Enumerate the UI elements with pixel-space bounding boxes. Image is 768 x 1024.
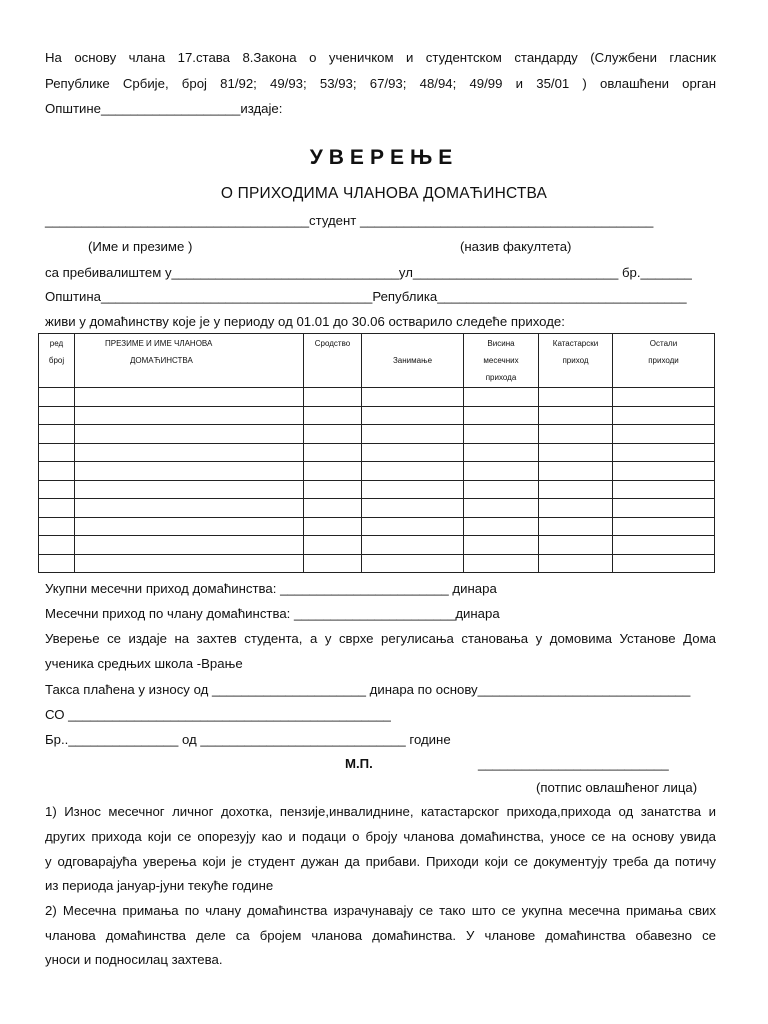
table-cell[interactable]: [304, 480, 362, 499]
table-cell[interactable]: [39, 443, 75, 462]
header-monthly-line3: прихода: [485, 373, 517, 382]
signature-line: __________________________: [478, 756, 669, 771]
table-cell[interactable]: [613, 554, 715, 573]
table-cell[interactable]: [362, 554, 464, 573]
table-cell[interactable]: [539, 517, 613, 536]
note1-line-1: 1) Износ месечног личног дохотка, пензије,инвалиднине, катастарског прихода,прихода од занатства и: [45, 804, 716, 819]
table-row: [39, 517, 715, 536]
note1-line-3: у одговарајућа уверења који је студент дужан да прибави. Приходи који се документују треба да потичу: [45, 854, 716, 869]
table-row: [39, 462, 715, 481]
table-cell[interactable]: [304, 554, 362, 573]
table-cell[interactable]: [39, 517, 75, 536]
table-cell[interactable]: [75, 536, 304, 555]
table-cell[interactable]: [464, 499, 539, 518]
table-cell[interactable]: [362, 388, 464, 407]
header-ordinal-line2: број: [48, 356, 65, 365]
table-row: [39, 536, 715, 555]
intro-line-1: На основу члана 17.става 8.Закона о ученичком и студентском стандарду (Службени гласник: [45, 50, 716, 65]
table-cell[interactable]: [362, 517, 464, 536]
table-cell[interactable]: [464, 443, 539, 462]
table-row: [39, 406, 715, 425]
table-cell[interactable]: [39, 499, 75, 518]
header-occupation: [362, 334, 464, 388]
table-cell[interactable]: [362, 462, 464, 481]
table-cell[interactable]: [304, 517, 362, 536]
header-cadastral-line2: приход: [562, 356, 589, 365]
table-cell[interactable]: [613, 536, 715, 555]
table-cell[interactable]: [539, 480, 613, 499]
table-row: [39, 388, 715, 407]
intro-line-3: Општине___________________издаје:: [45, 101, 283, 116]
table-cell[interactable]: [613, 480, 715, 499]
table-cell[interactable]: [304, 536, 362, 555]
table-cell[interactable]: [539, 443, 613, 462]
header-member-name: [75, 334, 304, 388]
table-cell[interactable]: [464, 462, 539, 481]
table-cell[interactable]: [304, 425, 362, 444]
header-member-line1: ПРЕЗИМЕ И ИМЕ ЧЛАНОВА: [105, 339, 213, 348]
table-cell[interactable]: [75, 388, 304, 407]
note2-line-3: уноси и подносилац захтева.: [45, 952, 223, 967]
table-cell[interactable]: [613, 462, 715, 481]
header-member-line2: ДОМАЋИНСТВА: [130, 356, 193, 365]
municipality-line: Општина_____________________________________Република__________________________________: [45, 289, 687, 304]
table-cell[interactable]: [39, 480, 75, 499]
note1-line-4: из периода јануар-јуни текуће године: [45, 878, 274, 893]
table-cell[interactable]: [613, 443, 715, 462]
header-other-line1: Остали: [649, 339, 678, 348]
table-cell[interactable]: [464, 425, 539, 444]
table-cell[interactable]: [362, 499, 464, 518]
table-cell[interactable]: [362, 536, 464, 555]
table-cell[interactable]: [464, 406, 539, 425]
header-ordinal-line1: ред: [49, 339, 64, 348]
table-cell[interactable]: [464, 388, 539, 407]
table-cell[interactable]: [613, 425, 715, 444]
table-cell[interactable]: [75, 443, 304, 462]
header-cadastral-income: [539, 334, 613, 388]
table-cell[interactable]: [613, 388, 715, 407]
table-cell[interactable]: [362, 406, 464, 425]
per-member-income-line: Месечни приход по члану домаћинства: ______________________динара: [45, 606, 500, 621]
table-cell[interactable]: [39, 462, 75, 481]
table-cell[interactable]: [75, 480, 304, 499]
faculty-caption: (назив факултета): [460, 239, 572, 254]
table-row: [39, 425, 715, 444]
document-subtitle: О ПРИХОДИМА ЧЛАНОВА ДОМАЋИНСТВА: [220, 185, 548, 202]
residence-line: са пребивалиштем у_______________________________ул____________________________ бр._______: [45, 265, 692, 280]
table-cell[interactable]: [304, 499, 362, 518]
table-cell[interactable]: [75, 517, 304, 536]
note1-line-2: других прихода који се опорезују као и подаци о броју чланова домаћинства, уносе се на основу увида: [45, 829, 716, 844]
table-cell[interactable]: [304, 388, 362, 407]
table-cell[interactable]: [75, 425, 304, 444]
table-cell[interactable]: [75, 499, 304, 518]
income-intro: живи у домаћинству које је у периоду од 01.01 до 30.06 остварило следеће приходе:: [45, 314, 565, 329]
table-cell[interactable]: [39, 425, 75, 444]
table-cell[interactable]: [362, 480, 464, 499]
table-cell[interactable]: [539, 388, 613, 407]
signature-caption: (потпис овлашћеног лица): [536, 780, 698, 795]
table-cell[interactable]: [39, 406, 75, 425]
table-row: [39, 499, 715, 518]
header-relation: [304, 334, 362, 388]
table-cell[interactable]: [304, 406, 362, 425]
number-date-line: Бр.._______________ од ____________________________ године: [45, 732, 451, 747]
table-cell[interactable]: [539, 406, 613, 425]
so-line: СО ____________________________________________: [45, 707, 391, 722]
total-income-line: Укупни месечни приход домаћинства: _______________________ динара: [45, 581, 497, 596]
header-other-income: [613, 334, 715, 388]
table-cell[interactable]: [464, 554, 539, 573]
table-cell[interactable]: [613, 499, 715, 518]
table-cell[interactable]: [539, 425, 613, 444]
name-caption: (Име и презиме ): [88, 239, 193, 254]
table-cell[interactable]: [539, 536, 613, 555]
student-line: ____________________________________студент ________________________________________: [45, 213, 654, 228]
intro-line-2: Републике Србије, број 81/92; 49/93; 53/93; 67/93; 48/94; 49/99 и 35/01 ) овлашћени орган: [45, 76, 716, 91]
table-cell[interactable]: [75, 406, 304, 425]
table-row: [39, 554, 715, 573]
table-header-row: [39, 334, 715, 388]
note2-line-2: чланова домаћинства деле са бројем чланова домаћинства. У чланове домаћинства обавезно се: [45, 928, 716, 943]
purpose-line-2: ученика средњих школа -Врање: [45, 656, 243, 671]
header-occupation-label: Занимање: [392, 356, 433, 365]
table-cell[interactable]: [539, 554, 613, 573]
table-body: [39, 388, 715, 573]
header-ordinal: [39, 334, 75, 388]
document-title: УВЕРЕЊЕ: [309, 146, 459, 169]
table-cell[interactable]: [75, 554, 304, 573]
table-cell[interactable]: [39, 554, 75, 573]
header-monthly-line2: месечних: [483, 356, 519, 365]
stamp-label: М.П.: [345, 756, 373, 771]
table-cell[interactable]: [464, 536, 539, 555]
table-cell[interactable]: [613, 406, 715, 425]
header-other-line2: приходи: [648, 356, 679, 365]
header-relation-label: Сродство: [314, 339, 351, 348]
table-cell[interactable]: [75, 462, 304, 481]
table-cell[interactable]: [464, 480, 539, 499]
header-monthly-line1: Висина: [487, 339, 515, 348]
header-monthly-income: [464, 334, 539, 388]
table-cell[interactable]: [362, 425, 464, 444]
note2-line-1: 2) Месечна примања по члану домаћинства израчунавају се тако што се укупна месечна примања свих: [45, 903, 716, 918]
table-cell[interactable]: [362, 443, 464, 462]
fee-line: Такса плаћена у износу од _____________________ динара по основу_____________________________: [45, 682, 691, 697]
table-cell[interactable]: [539, 499, 613, 518]
table-cell[interactable]: [39, 536, 75, 555]
table-row: [39, 443, 715, 462]
table-cell[interactable]: [39, 388, 75, 407]
purpose-line-1: Уверење се издаје на захтев студента, а у сврхе регулисања становања у домовима Установе Дома: [45, 631, 716, 646]
table-cell[interactable]: [539, 462, 613, 481]
table-cell[interactable]: [613, 517, 715, 536]
header-cadastral-line1: Катастарски: [552, 339, 599, 348]
table-cell[interactable]: [304, 462, 362, 481]
table-cell[interactable]: [464, 517, 539, 536]
table-cell[interactable]: [304, 443, 362, 462]
table-row: [39, 480, 715, 499]
household-income-table: [38, 333, 715, 573]
